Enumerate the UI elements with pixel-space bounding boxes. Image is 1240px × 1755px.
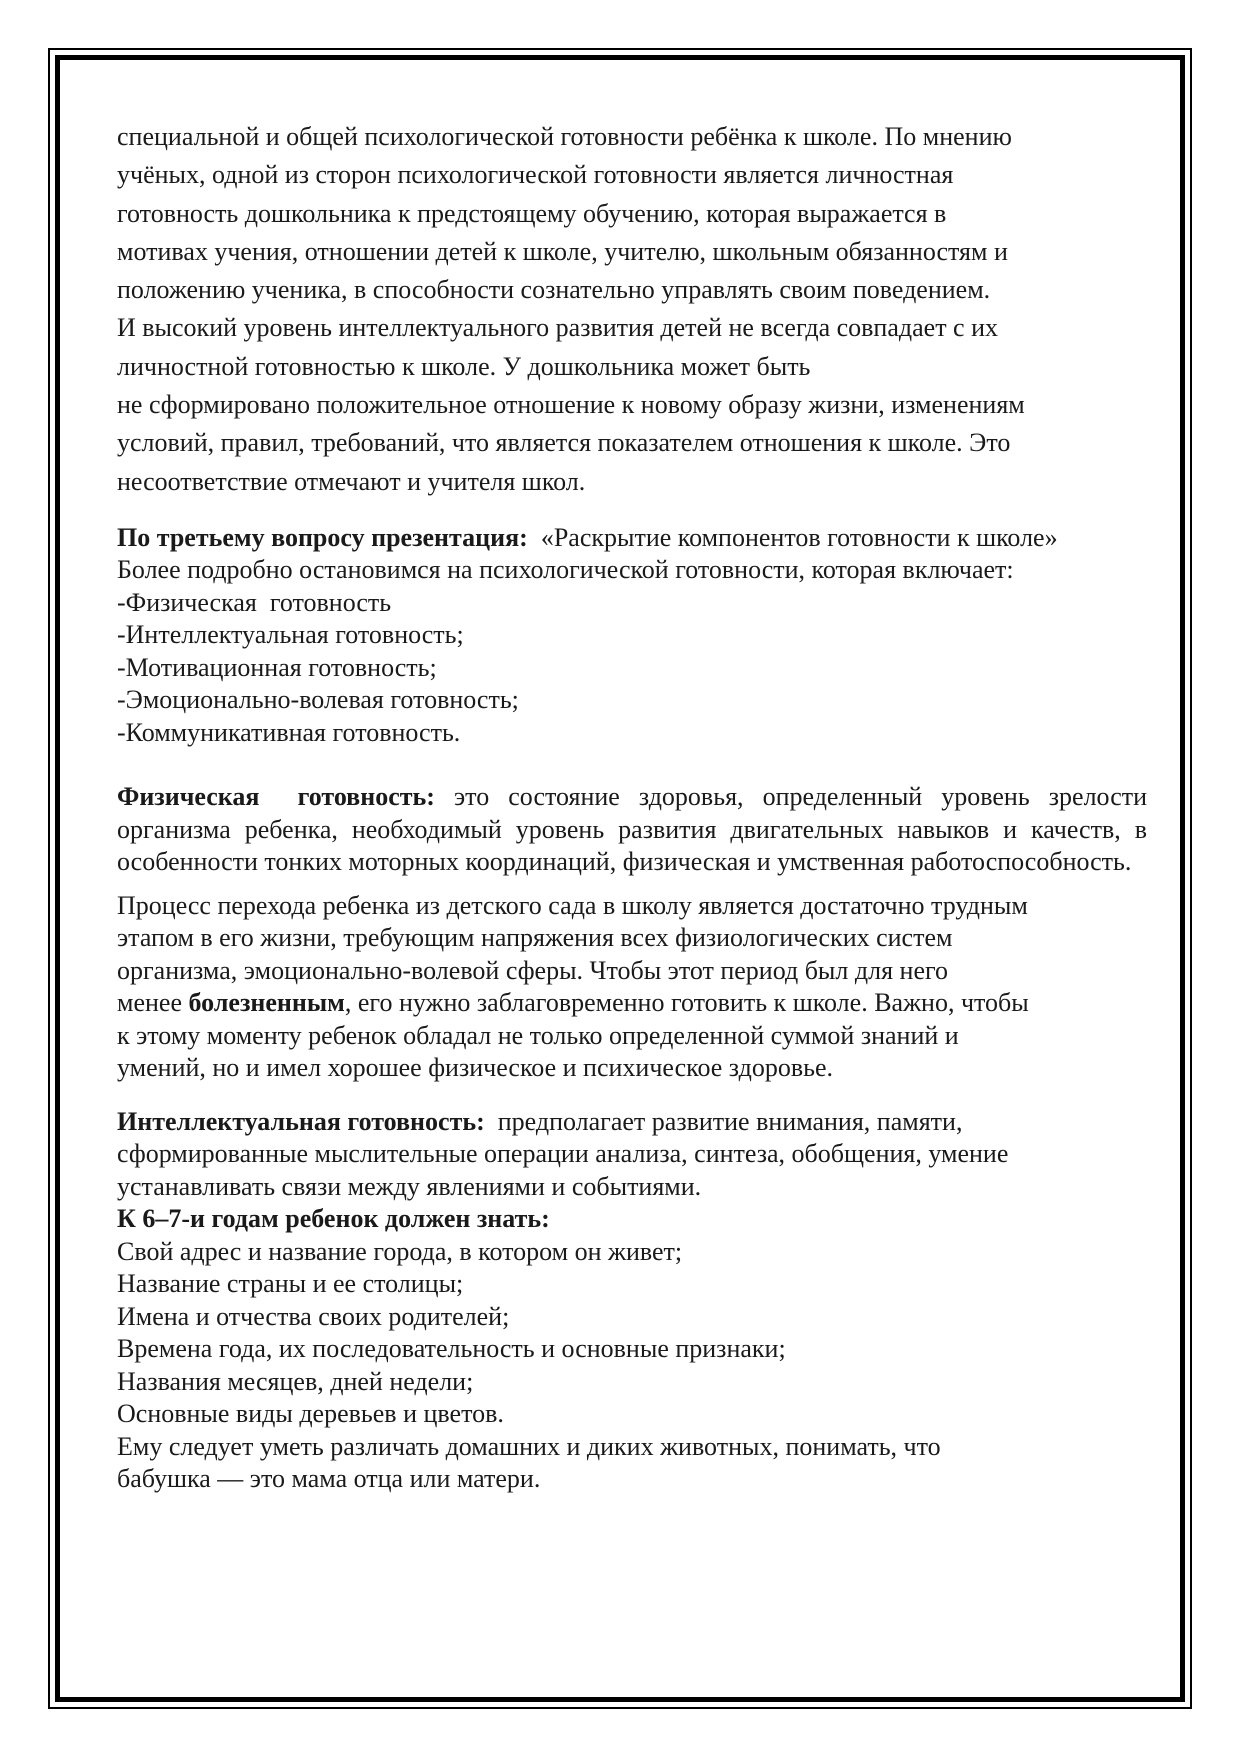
list-item: Имена и отчества своих родителей; — [117, 1301, 510, 1331]
section-intro: Более подробно остановимся на психологической готовности, которая включает: — [117, 555, 1014, 585]
list-item: Название страны и ее столицы; — [117, 1269, 464, 1299]
list-item: Времена года, их последовательность и основные признаки; — [117, 1334, 786, 1364]
list-item: -Эмоционально-волевая готовность; — [117, 685, 519, 715]
text-line: организма, эмоционально-волевой сферы. Чтобы этот период был для него — [117, 955, 949, 985]
text-line: мотивах учения, отношении детей к школе, учителю, школьным обязанностям и — [117, 236, 1008, 266]
text-line: несоответствие отмечают и учителя школ. — [117, 466, 586, 496]
list-item: -Физическая готовность — [117, 587, 392, 617]
text-line: специальной и общей психологической готовности ребёнка к школе. По мнению — [117, 122, 1012, 151]
physical-term: Физическая готовность: — [117, 782, 435, 812]
text-line: Ему следует уметь различать домашних и диких животных, понимать, что — [117, 1431, 941, 1461]
list-item: -Интеллектуальная готовность; — [117, 620, 464, 650]
text-line: к этому моменту ребенок обладал не только определенной суммой знаний и — [117, 1020, 959, 1050]
text-line: готовность дошкольника к предстоящему обучению, которая выражается в — [117, 198, 947, 228]
transition-paragraph — [117, 890, 1147, 1085]
text-line: устанавливать связи между явлениями и событиями. — [117, 1171, 702, 1201]
text-line: умений, но и имел хорошее физическое и психическое здоровье. — [117, 1053, 834, 1083]
intellectual-term: Интеллектуальная готовность: — [117, 1106, 485, 1136]
text-line: не сформировано положительное отношение к новому образу жизни, изменениям — [117, 390, 1025, 420]
text-line: бабушка — это мама отца или матери. — [117, 1464, 541, 1494]
knowledge-heading: К 6–7-и годам ребенок должен знать: — [117, 1204, 550, 1234]
section-three — [117, 522, 1097, 750]
intellectual-readiness — [117, 1106, 1147, 1496]
text-line: личностной готовностью к школе. У дошкольника может быть — [117, 351, 811, 381]
list-item: Свой адрес и название города, в котором он живет; — [117, 1236, 683, 1266]
document-body — [117, 118, 1147, 1496]
text-line: Процесс перехода ребенка из детского сада в школу является достаточно трудным — [117, 890, 1028, 920]
text-line: этапом в его жизни, требующим напряжения всех физиологических систем — [117, 923, 953, 953]
text-line: условий, правил, требований, что является показателем отношения к школе. Это — [117, 428, 1011, 458]
list-item: -Коммуникативная готовность. — [117, 717, 461, 747]
text-line: менее болезненным, его нужно заблаговременно готовить к школе. Важно, чтобы — [117, 988, 1029, 1018]
physical-definition: это состояние здоровья, определенный уровень зрелости организма ребенка, необходимый уровень развития двигательных навыков и качеств, в особенности тонких моторных координаций, физическая и умственная работоспособность. — [117, 782, 1148, 877]
text-line: И высокий уровень интеллектуального развития детей не всегда совпадает с их — [117, 313, 999, 343]
readiness-paragraph — [117, 118, 1147, 501]
list-item: Названия месяцев, дней недели; — [117, 1366, 474, 1396]
emphasis: болезненным — [188, 988, 345, 1018]
physical-readiness — [117, 781, 1147, 879]
text-line: сформированные мыслительные операции анализа, синтеза, обобщения, умение — [117, 1139, 1009, 1169]
text-line: учёных, одной из сторон психологической готовности является личностная — [117, 160, 954, 190]
text-line: Интеллектуальная готовность: предполагает развитие внимания, памяти, — [117, 1106, 963, 1136]
text-line: положению ученика, в способности сознательно управлять своим поведением. — [117, 275, 991, 305]
list-item: -Мотивационная готовность; — [117, 652, 437, 682]
list-item: Основные виды деревьев и цветов. — [117, 1399, 504, 1429]
section-heading: По третьему вопросу презентация: «Раскрытие компонентов готовности к школе» — [117, 522, 1058, 552]
